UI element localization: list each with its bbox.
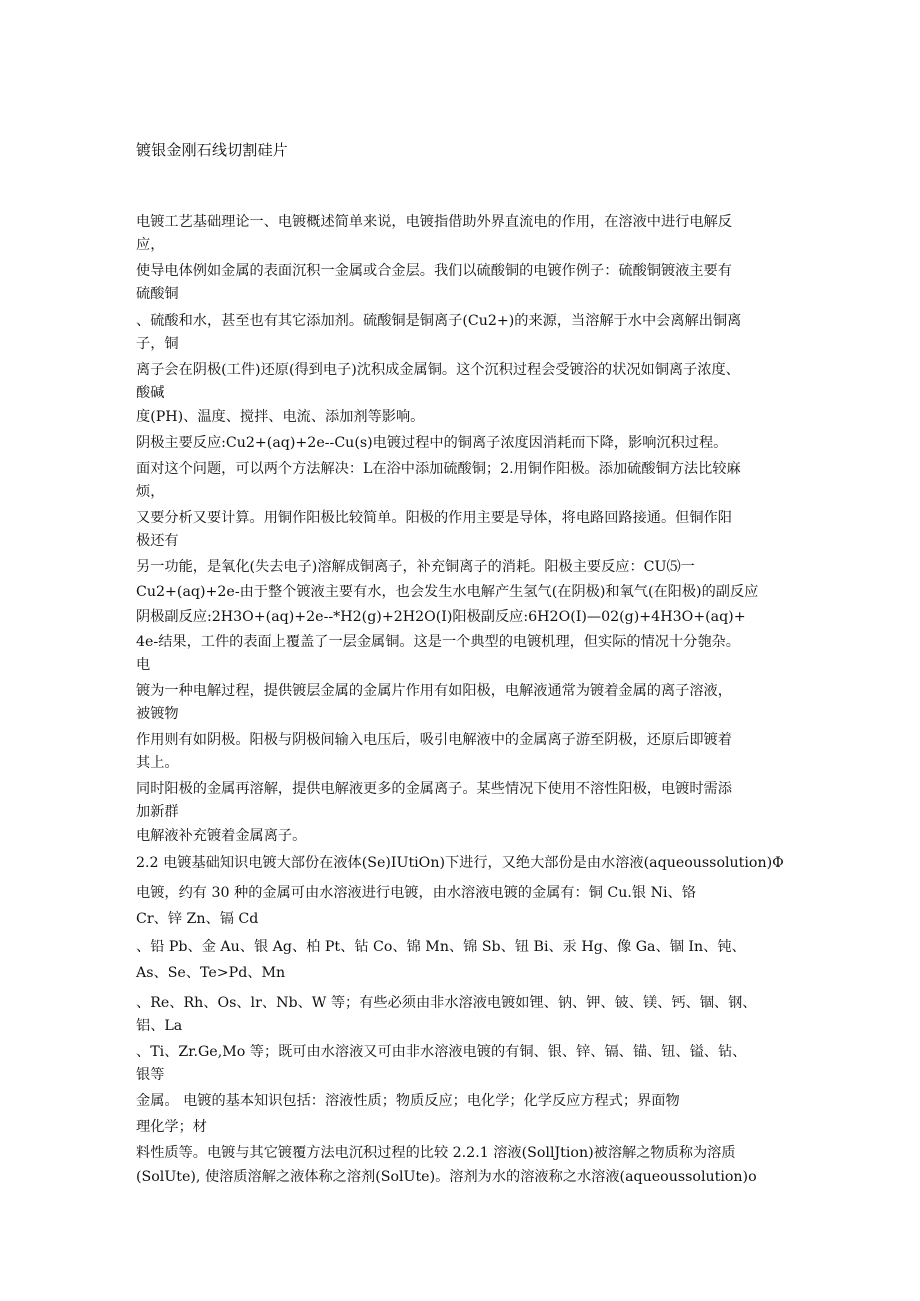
text-line: 极还有 [136, 533, 179, 549]
text-line: 度(PH)、温度、搅拌、电流、添加剂等影响。 [136, 409, 425, 425]
text-line: 电镀，约有 30 种的金属可由水溶液进行电镀，由水溶液电镀的金属有：铜 Cu.银 Ni、铬 [136, 885, 696, 901]
text-line: 电解液补充镀着金属离子。 [136, 828, 307, 844]
text-line: 作用则有如阴极。阳极与阴极间输入电压后，吸引电解液中的金属离子游至阴极，还原后即镀着 [136, 732, 732, 748]
text-line: 使导电体例如金属的表面沉积一金属或合金层。我们以硫酸铜的电镀作例子：硫酸铜镀液主要有 [136, 263, 732, 279]
text-line: 酸碱 [136, 385, 165, 401]
text-line: 、Re、Rh、Os、lr、Nb、W 等；有些必须由非水溶液电镀如锂、钠、钾、铍、镁、钙、锢、钢、 [136, 995, 757, 1011]
text-line: 料性质等。电镀与其它镀覆方法电沉积过程的比较 2.2.1 溶液(SollJtion)被溶解之物质称为溶质 [136, 1145, 736, 1161]
text-line: 电镀工艺基础理论一、电镀概述简单来说，电镀指借助外界直流电的作用，在溶液中进行电解反 [136, 214, 732, 230]
text-line: 同时阳极的金属再溶解，提供电解液更多的金属离子。某些情况下使用不溶性阳极，电镀时需添 [136, 781, 732, 797]
text-line: 、Ti、Zr.Ge,Mo 等；既可由水溶液又可由非水溶液电镀的有铜、银、锌、镉、锚、钮、镒、钻、 [136, 1044, 747, 1060]
text-line: 2.2 电镀基础知识电镀大部份在液体(Se)IUtiOn)下进行，又绝大部份是由水溶液(aqueoussolution)Φ [136, 855, 784, 871]
text-line: 、铅 Pb、金 Au、银 Ag、柏 Pt、钻 Co、锦 Mn、锦 Sb、钮 Bi、汞 Hg、像 Ga、锢 In、钝、 [136, 939, 746, 955]
text-line: 铝、La [136, 1018, 183, 1034]
text-line: 硫酸铜 [136, 286, 179, 302]
text-line: 银等 [136, 1067, 165, 1083]
text-line: 镀为一种电解过程，提供镀层金属的金属片作用有如阳极，电解液通常为镀着金属的离子溶液， [136, 683, 732, 699]
text-line: 另一功能，是氧化(失去电子)溶解成铜离子，补充铜离子的消耗。阳极主要反应：CU⑸一 [136, 559, 695, 575]
text-line: 金属。 电镀的基本知识包括：溶液性质；物质反应；电化学；化学反应方程式；界面物 [136, 1093, 680, 1109]
text-line: 子，铜 [136, 336, 179, 352]
text-line: 被镀物 [136, 706, 179, 722]
text-line: 理化学；材 [136, 1119, 207, 1135]
document-title: 镀银金刚石线切割硅片 [136, 141, 289, 159]
text-line: Cr、锌 Zn、镉 Cd [136, 911, 259, 927]
text-line: 又要分析又要计算。用铜作阳极比较简单。阳极的作用主要是导体，将电路回路接通。但铜作阳 [136, 510, 732, 526]
text-line: 阴极副反应:2H3O+(aq)+2e--*H2(g)+2H2O(I)阳极副反应:6H2O(I)—02(g)+4H3O+(aq)+ [136, 609, 746, 625]
text-line: 、硫酸和水，甚至也有其它添加剂。硫酸铜是铜离子(Cu2+)的来源，当溶解于水中会离解出铜离 [136, 313, 742, 329]
text-line: 面对这个问题，可以两个方法解决：L在浴中添加硫酸铜；2.用铜作阳极。添加硫酸铜方法比较麻 [136, 461, 741, 477]
text-line: As、Se、Te>Pd、Mn [136, 965, 286, 981]
text-line: 其上。 [136, 755, 179, 771]
text-line: 4e-结果，工件的表面上覆盖了一层金属铜。这是一个典型的电镀机理，但实际的情况十分匏杂。 [136, 634, 740, 650]
text-line: 离子会在阴极(工件)还原(得到电子)沈积成金属铜。这个沉积过程会受镀浴的状况如铜离子浓度、 [136, 362, 740, 378]
text-line: 烦， [136, 484, 165, 500]
text-line: Cu2+(aq)+2e-由于整个镀液主要有水，也会发生水电解产生氢气(在阴极)和氧气(在阳极)的副反应 [136, 584, 759, 600]
text-line: 阴极主要反应:Cu2+(aq)+2e--Cu(s)电镀过程中的铜离子浓度因消耗而下降，影响沉积过程。 [136, 435, 728, 451]
text-line: (SolUte), 使溶质溶解之液体称之溶剂(SolUte)。溶剂为水的溶液称之水溶液(aqueoussolution)o [136, 1169, 757, 1185]
text-line: 加新群 [136, 804, 179, 820]
text-line: 电 [136, 657, 151, 673]
text-line: 应， [136, 237, 165, 253]
